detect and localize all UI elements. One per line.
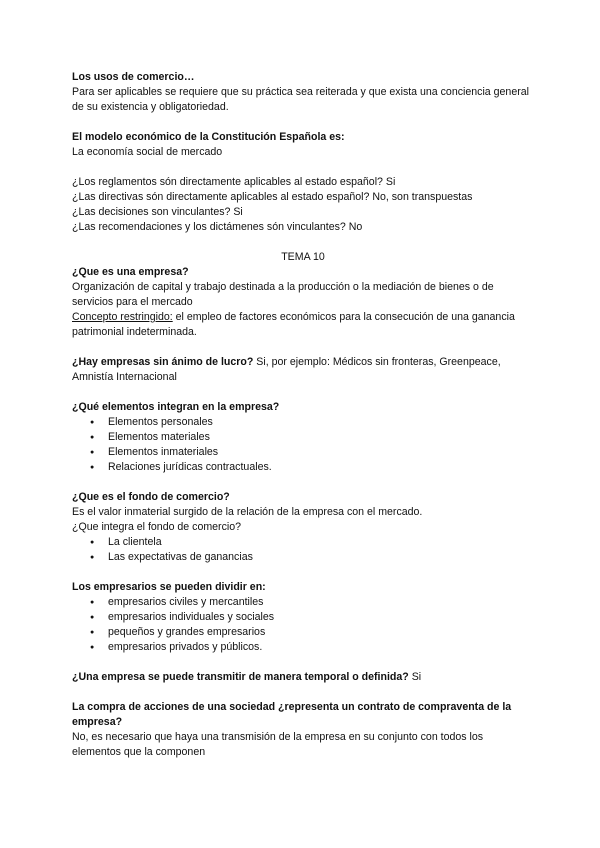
transmitir-paragraph	[72, 670, 534, 685]
pregunta-recomendaciones: ¿Las recomendaciones y los dictámenes són vinculantes? No	[72, 221, 363, 233]
document-body	[72, 70, 534, 760]
concepto-restringido-text: el empleo de factores económicos para la consecución de una ganancia patrimonial indeterminada.	[72, 311, 515, 338]
usos-body: Para ser aplicables se requiere que su práctica sea reiterada y que exista una conciencia general de su existencia y obligatoriedad.	[72, 86, 529, 113]
list-item: ● empresarios privados y públicos.	[72, 640, 534, 655]
list-item: ● pequeños y grandes empresarios	[72, 625, 534, 640]
fondo-body: Es el valor inmaterial surgido de la relación de la empresa con el mercado.	[72, 506, 423, 518]
fondo-list	[72, 535, 534, 565]
list-item: ● empresarios individuales y sociales	[72, 610, 534, 625]
compra-body: No, es necesario que haya una transmisión de la empresa en su conjunto con todos los elementos que la componen	[72, 731, 484, 758]
spacer	[72, 160, 534, 175]
fondo-heading: ¿Que es el fondo de comercio?	[72, 491, 230, 503]
list-item: ● La clientela	[72, 535, 534, 550]
list-item: ● Elementos personales	[72, 415, 534, 430]
lucro-answer: Si, por ejemplo: Médicos sin fronteras, Greenpeace, Amnistía Internacional	[72, 356, 501, 383]
tema-title: TEMA 10	[281, 251, 325, 263]
spacer	[72, 385, 534, 400]
elementos-list	[72, 415, 534, 475]
empresarios-heading: Los empresarios se pueden dividir en:	[72, 581, 266, 593]
list-item: ● Las expectativas de ganancias	[72, 550, 534, 565]
concepto-restringido	[72, 310, 534, 340]
compra-heading: La compra de acciones de una sociedad ¿representa un contrato de compraventa de la empresa?	[72, 701, 512, 728]
pregunta-decisiones: ¿Las decisiones son vinculantes? Si	[72, 206, 243, 218]
spacer	[72, 115, 534, 130]
empresarios-list	[72, 595, 534, 655]
list-item: ● Elementos materiales	[72, 430, 534, 445]
spacer	[72, 685, 534, 700]
spacer	[72, 340, 534, 355]
lucro-paragraph	[72, 355, 534, 385]
spacer	[72, 235, 534, 250]
spacer	[72, 475, 534, 490]
concepto-restringido-label: Concepto restringido:	[72, 311, 173, 323]
elementos-heading: ¿Qué elementos integran en la empresa?	[72, 401, 280, 413]
list-item: ● Elementos inmateriales	[72, 445, 534, 460]
pregunta-directivas: ¿Las directivas són directamente aplicables al estado español? No, son transpuestas	[72, 191, 473, 203]
spacer	[72, 565, 534, 580]
transmitir-question: ¿Una empresa se puede transmitir de manera temporal o definida?	[72, 671, 409, 683]
transmitir-answer: Si	[408, 671, 422, 683]
list-item: ● empresarios civiles y mercantiles	[72, 595, 534, 610]
usos-heading: Los usos de comercio…	[72, 71, 195, 83]
modelo-heading: El modelo económico de la Constitución Española es:	[72, 131, 345, 143]
pregunta-reglamentos: ¿Los reglamentos són directamente aplicables al estado español? Si	[72, 176, 396, 188]
empresa-body: Organización de capital y trabajo destinada a la producción o la mediación de bienes o de servicios para el mercado	[72, 281, 494, 308]
fondo-subquestion: ¿Que integra el fondo de comercio?	[72, 521, 242, 533]
spacer	[72, 655, 534, 670]
list-item: ● Relaciones jurídicas contractuales.	[72, 460, 534, 475]
lucro-question: ¿Hay empresas sin ánimo de lucro?	[72, 356, 254, 368]
modelo-body: La economía social de mercado	[72, 146, 223, 158]
empresa-heading: ¿Que es una empresa?	[72, 266, 189, 278]
